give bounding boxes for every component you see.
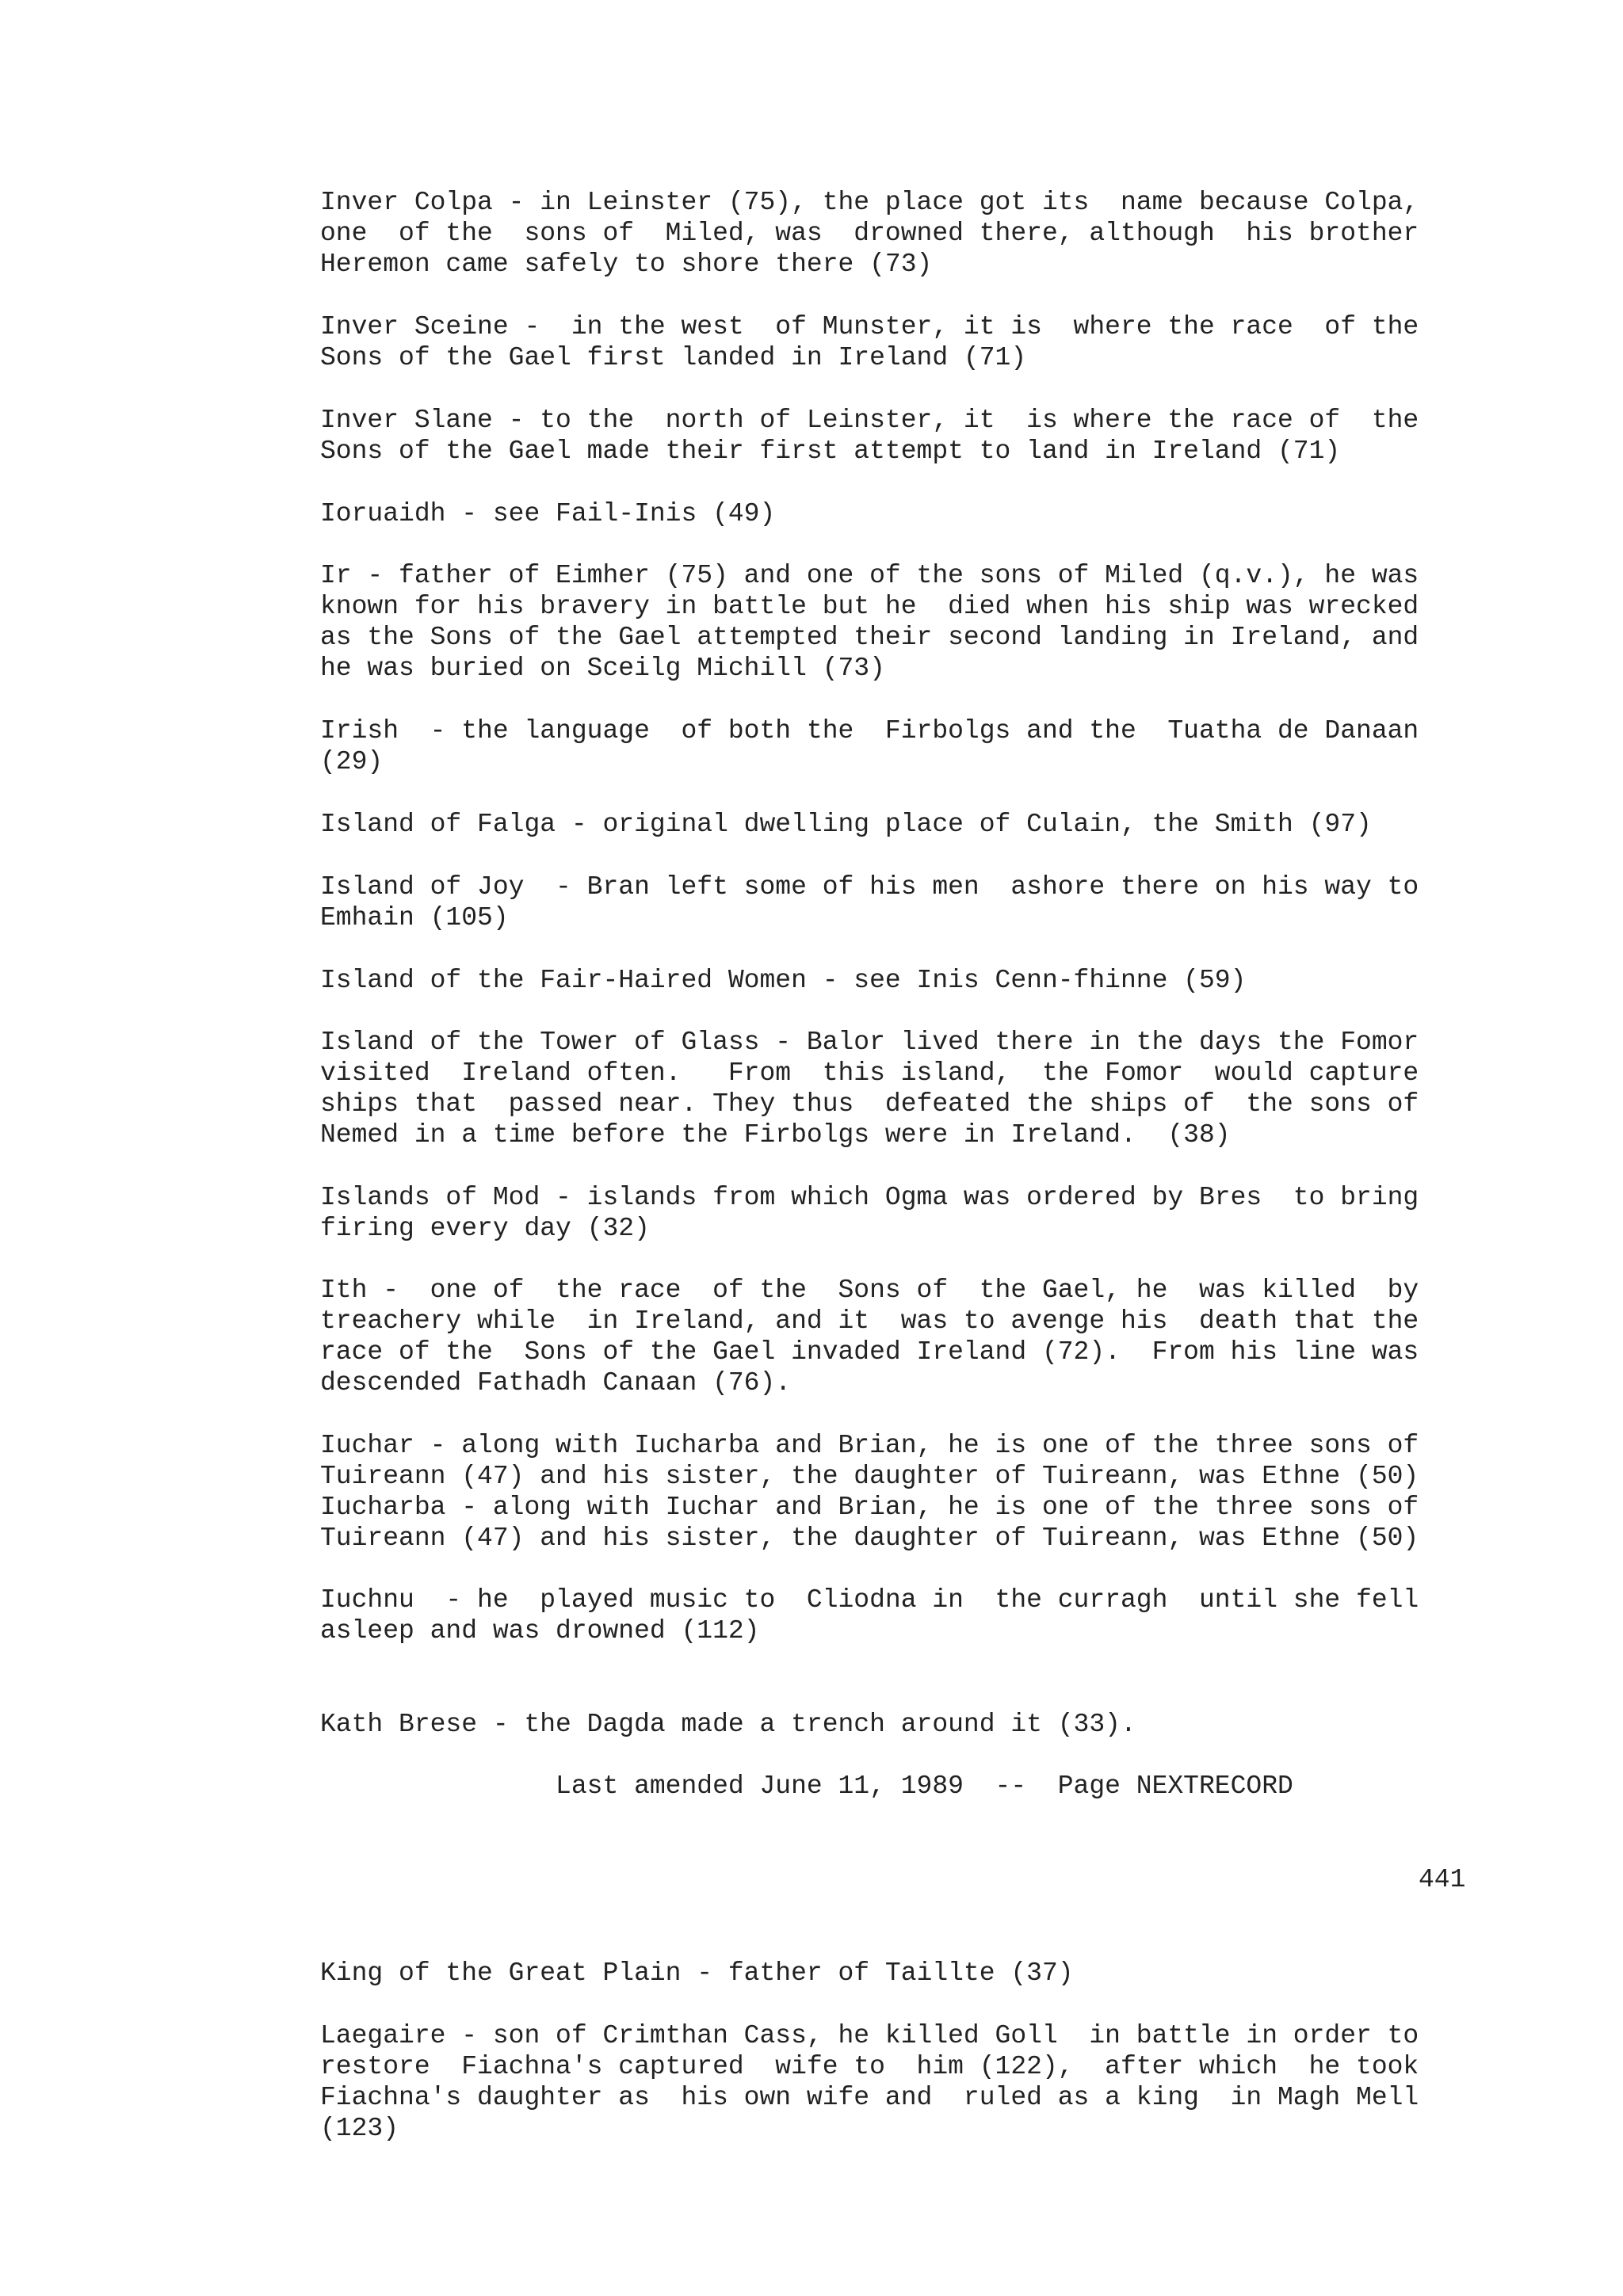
text-line: Tuireann (47) and his sister, the daughter of Tuireann, was Ethne (50)	[320, 1462, 1419, 1491]
text-line: Inver Slane - to the north of Leinster, it is where the race of the	[320, 406, 1419, 435]
page-number: 441	[1419, 1865, 1466, 1894]
text-line: Ith - one of the race of the Sons of the Gael, he was killed by	[320, 1276, 1419, 1305]
text-line: Laegaire - son of Crimthan Cass, he killed Goll in battle in order to	[320, 2021, 1419, 2050]
text-line: descended Fathadh Canaan (76).	[320, 1368, 792, 1398]
text-line: Kath Brese - the Dagda made a trench around it (33).	[320, 1710, 1136, 1739]
text-line: Island of Falga - original dwelling place of Culain, the Smith (97)	[320, 810, 1372, 839]
text-line: Heremon came safely to shore there (73)	[320, 250, 933, 279]
text-line: Ir - father of Eimher (75) and one of the sons of Miled (q.v.), he was	[320, 561, 1419, 590]
text-line: Island of the Fair-Haired Women - see Inis Cenn-fhinne (59)	[320, 966, 1247, 995]
text-line: he was buried on Sceilg Michill (73)	[320, 654, 885, 683]
text-line: visited Ireland often. From this island, the Fomor would capture	[320, 1058, 1419, 1088]
text-line: as the Sons of the Gael attempted their second landing in Ireland, and	[320, 623, 1419, 652]
text-line: Irish - the language of both the Firbolgs and the Tuatha de Danaan	[320, 716, 1419, 746]
text-line: treachery while in Ireland, and it was to avenge his death that the	[320, 1306, 1419, 1336]
text-line: ships that passed near. They thus defeated the ships of the sons of	[320, 1089, 1419, 1119]
text-line: Island of the Tower of Glass - Balor lived there in the days the Fomor	[320, 1028, 1419, 1057]
text-line: firing every day (32)	[320, 1214, 650, 1243]
text-line: asleep and was drowned (112)	[320, 1616, 760, 1646]
text-line: Inver Colpa - in Leinster (75), the place got its name because Colpa,	[320, 188, 1419, 217]
text-line: Ioruaidh - see Fail-Inis (49)	[320, 499, 776, 528]
text-line: Island of Joy - Bran left some of his men ashore there on his way to	[320, 872, 1419, 902]
text-line: King of the Great Plain - father of Taillte (37)	[320, 1958, 1074, 1988]
text-line: race of the Sons of the Gael invaded Ireland (72). From his line was	[320, 1337, 1419, 1367]
text-line: Iucharba - along with Iuchar and Brian, he is one of the three sons of	[320, 1493, 1419, 1522]
text-line: Sons of the Gael first landed in Ireland (71)	[320, 343, 1027, 372]
text-line: known for his bravery in battle but he died when his ship was wrecked	[320, 592, 1419, 621]
text-line: (29)	[320, 747, 384, 776]
text-line: (123)	[320, 2114, 399, 2143]
text-line: Islands of Mod - islands from which Ogma was ordered by Bres to bring	[320, 1183, 1419, 1212]
text-line: Emhain (105)	[320, 903, 509, 933]
text-line: Sons of the Gael made their first attempt to land in Ireland (71)	[320, 437, 1341, 466]
text-line: Iuchar - along with Iucharba and Brian, he is one of the three sons of	[320, 1431, 1419, 1460]
text-line: one of the sons of Miled, was drowned there, although his brother	[320, 219, 1419, 248]
text-line: Inver Sceine - in the west of Munster, it is where the race of the	[320, 312, 1419, 341]
text-line: Iuchnu - he played music to Cliodna in the curragh until she fell	[320, 1585, 1419, 1615]
page-footer: Last amended June 11, 1989 -- Page NEXTRECORD	[320, 1772, 1293, 1801]
text-line: Nemed in a time before the Firbolgs were in Ireland. (38)	[320, 1120, 1231, 1150]
text-line: Fiachna's daughter as his own wife and ruled as a king in Magh Mell	[320, 2083, 1419, 2112]
text-line: restore Fiachna's captured wife to him (122), after which he took	[320, 2052, 1419, 2081]
text-line: Tuireann (47) and his sister, the daughter of Tuireann, was Ethne (50)	[320, 1524, 1419, 1553]
